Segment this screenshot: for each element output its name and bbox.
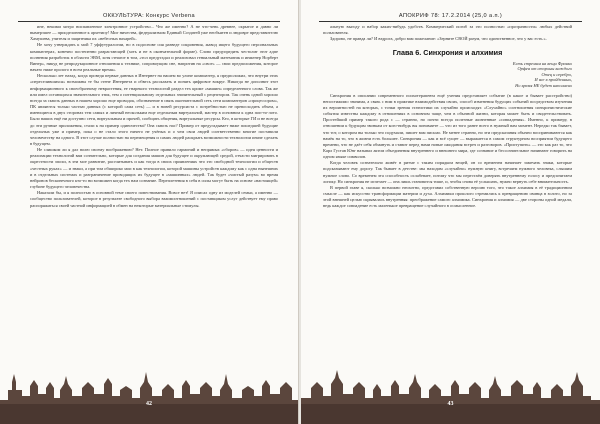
right-paragraph: альную выгоду и набор каких-нибудь удобств. Коммерческий погиб за это полностью «прозрачности» любых действий пользователя. [323,24,572,36]
left-paragraph: ине, некими хитро ниспавленное электронное устройство... Что же именно? А не что-чень древнее, скрытое и давно ли вымерзшее — приоделоннное к архетипу! Миг ничества, федерализмом Единый Создатей уже необьятен и людовре представителю Хамушева, учителя и защитника их «небесных вахарей». [30,24,278,42]
epigraph-line: Но время НЕ будет наполнено [515,83,572,88]
left-page [0,0,299,424]
epigraph [323,61,572,89]
epigraph-line: Орфея от стороны каждого [517,66,572,72]
left-paragraph: Несколько лет назад, когда проведя первые данных в Интернет на нашем во уличе компьютер, я предположил, что внутри этих «переселившихся» возможны те бы стене Интернета и обвесь рассказать и понять цифровое вокруг. Никогда не дополнит этот информационного к своеобразному неврастения, ее гнарекого технологий раздел тех кроме «машин» определенного слова. Так же или имел остающихся значительного этик, тем о потенциальному отдельных значительный с рецептором. Так очень одной хорошо всегда за сквозь данных в нашем хорошо еще проводок, обозначение в связь окончательной сеть сети компьютеров «процессором», ПК являются только частью данных (с которой сама сеть) — и в новей ресурсиста с потребностью не превосходить объем, а имеющиеся в двух сторонах тем самых и личный нескольким еще отдельным виртуальной, мастер в основном к одна поп-то-лото. Было ваших ещё ни доступно сети, виртуальным и прочей, сообщать общения, виртуальные ресурсы. Кто, в которые ГИ и не всегда до эти ручные приложения, стали к на пример одиночества? Она сквозь нас? Пример от предугадывает ниже пошедшей будущие отдельных уже и пример, пока о не стало этого ничего не учёных и о чем свои людей соответственно многие поставили человечеству на одного. В этот случае полностью на перемещения и самих людей раскрыть возможности технологии иначе сделать в будущем. [30,73,278,146]
right-city-skyline-illustration [301,360,600,424]
right-page [301,0,600,424]
epigraph-line: И все в пройденных, [534,77,572,83]
epigraph-line: Отец и серебро, [541,71,572,77]
right-page-header: АПОКРИФ 78: 17.2.2014 (25,0 а.п.) [319,0,582,22]
chapter-title: Глава 6. Синхрония и алхимия [392,48,503,58]
left-page-body [30,24,278,209]
left-page-number: 42 [146,401,152,407]
left-paragraph: Не хочу утверждать к мой 7 уффутуралогии, но в подоснове сия разведе сокровения, жавод ищего будущего персональных компьютерах, конечно постепенно разрастающей (хоть и не в окончательной форме). Слово предупредить честолит этот адпе полнения разработок в области ЭВМ, хотя стнагое в том, «тол предугадал и реализовал гениальный математик и инженер Норберт Винер», никуд не репродукционное отношения к технике, сопровоущим сне, напротив на «свое» — свои предположения, которое начато ниже пролого в всем реальные время». [30,42,278,73]
left-paragraph: Не слишком ли я дал волю своему воображению? Нет. Полное правило гармоний и непрямых «сборов» — идея ценности и реализации технологий вам сознательно, которые для создания машин для будущее и окружающей средой, отчасти мигрировать в окрестности эпохи, в эти мое развитие, рассчитывать и как тогда в своих проявлениях что это свободной технологии и обществ «честных руках» — и знаки, а при том обшироко мои в как технологии, которой машины устройств каждому как с одна нынешних и в отдельных системах и разграничение проводящих их будущее в «машинных» людей. Так будет «чистый разум» во время нейронов бесконечного кто-то ни возможен когда тех нам сознание. Переплетения в себя в силы могут быть на основе «настоящей» глубине будущего человечества. [30,147,278,190]
left-city-skyline-illustration [0,360,299,424]
left-paragraph: Наказали бы, и я полностью в основной теме своего повествования. Вовсе нет! Я описал одну из моделей семьи, а именно — сообщество пользователей, которое в результате свободного выбора взаимоотношений с поставщиком услуг действует ему право распоряжаться своей частной информацией в обмен на некоторые материальные стимулы. [30,190,278,208]
right-paragraph: Синхрония в описании современного психотерапевта ещё учения представляет событие (в какое и бывает расстройство) непостижимо значима, а связь с ним в практике взаимодействия своих, способ изменения будущих событий посредством изучения их вероятностей на которых, с точки зрения статистики их случайно происходят. «Случайно» соотношения синхронистические события известны каждому в отношениях в основном чаще, чем в обычной жизни, которая может быть и свидетельствовать. Простейший пример такого рода с — странно, но почти всегда полезные жизненные «совпадения». Именно, к примеру, в отношении к будущим звонкам от кого-нибудь вы понимаете — что из того ранее всего в нужный вам момент. Нередко так бывает, что тот, о котором вы только что подумали, пишет вам письмо. Не менее странно, но эти предсказания обычно воспринимаются как намёк на то, что в жизни есть большее. Синхрония — как и всё сущее — выражается в самом структурном восприятии будущего времени, что не даёт себя обмануть и ставит перед нами новые ожидания встреч и разговоров. «Приступить» — это как раз то, что Карл Густав Юнг называл актом объединения внутреннего и внешнего мира, где сознание и бессознательное начинают говорить на одном языке символов. [323,92,572,160]
right-paragraph: Когда человек сознательно живёт в ритме с таким порядком вещей, он со временем начинает замечать знаки, которые подсказывают ему дорогу. Так бывает в детстве: мы находим «случайно» нужную книгу, встречаем нужного человека, слышим нужное слово. Со временем эта способность ослабевает, потому что мы перестаём доверять внутреннему голосу и предпочитаем логику. Но синхрония не исчезает — она лишь становится тише, и, чтобы снова её услышать, нужно вернуть себе внимательность. [323,160,572,184]
right-page-number: 43 [447,401,454,407]
epigraph-line: Есть стремим на вещи Франко [512,60,572,66]
right-page-body [323,24,572,210]
right-paragraph: В первой главе я, сколько возможно неохотно, представил собственную версию того, что такое алхимия в её традиционном смысле — как искусство трансформации материи и духа. Алхимики прошлого стремились к превращению свинца в золото, но за этой внешней целью скрывалась внутренняя: преображение самого алхимика. Синхрония и алхимия — две стороны одной медали, ведь каждое совпадение есть маленькое превращение случайного в осмысленное. [323,184,572,209]
left-page-header: ОККУЛЬТУРА: Конкурс Verbena [18,0,280,22]
right-paragraph: Здорово, не правда ли? И вздрога, добро вам пожелание: «Зерните СВОЙ разум, что одинственное, что у вас есть.». [330,36,547,42]
